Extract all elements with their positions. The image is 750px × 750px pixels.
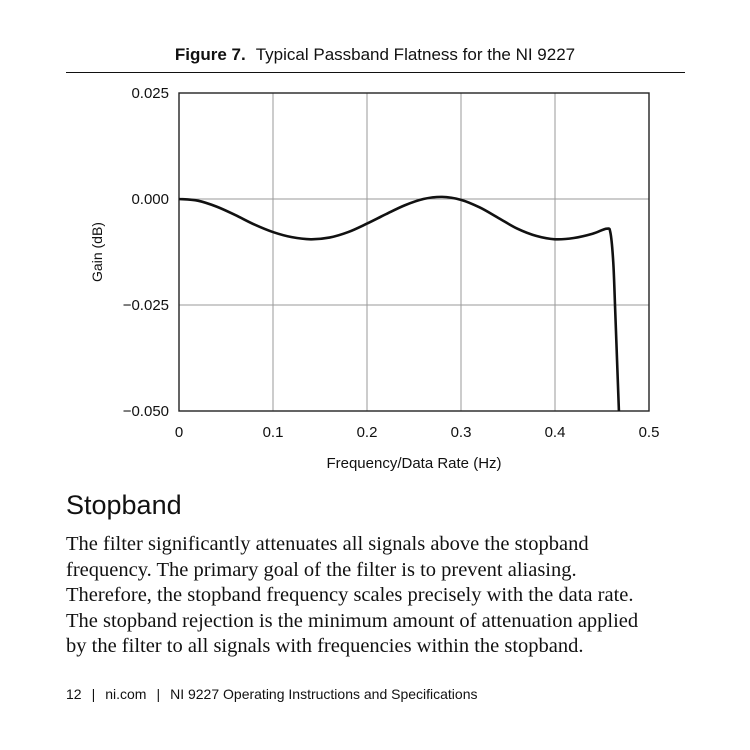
section-body: [66, 532, 696, 660]
x-axis-label: Frequency/Data Rate (Hz): [326, 455, 502, 472]
body-line: frequency. The primary goal of the filter is to prevent aliasing.: [66, 558, 577, 581]
footer-separator: |: [156, 686, 161, 702]
x-tick-label: 0.3: [450, 424, 472, 441]
y-tick-label: 0.025: [131, 85, 169, 102]
x-tick-labels: [175, 424, 660, 441]
y-tick-label: −0.050: [122, 403, 169, 420]
page-number: 12: [66, 686, 82, 702]
chart-grid: [179, 93, 649, 411]
section-heading: Stopband: [66, 490, 182, 520]
x-tick-label: 0.1: [262, 424, 284, 441]
body-line: The filter significantly attenuates all signals above the stopband: [66, 533, 589, 555]
figure-number: Figure 7.: [174, 45, 246, 64]
y-tick-label: 0.000: [131, 191, 169, 208]
y-axis-label: Gain (dB): [89, 222, 105, 282]
y-tick-labels: [123, 85, 169, 420]
figure-caption-text: Typical Passband Flatness for the NI 9227: [255, 45, 576, 64]
footer-site: ni.com: [105, 686, 147, 702]
page-footer: [66, 686, 478, 702]
footer-doc-title: NI 9227 Operating Instructions and Specifications: [170, 686, 478, 702]
x-tick-label: 0: [174, 424, 184, 441]
gain-curve: [179, 197, 619, 411]
x-tick-label: 0.4: [544, 424, 566, 441]
x-tick-label: 0.5: [638, 424, 660, 441]
x-tick-label: 0.2: [356, 424, 378, 441]
footer-separator: |: [91, 686, 96, 702]
body-line: The stopband rejection is the minimum amount of attenuation applied: [66, 609, 639, 632]
body-line: by the filter to all signals with frequencies within the stopband.: [66, 635, 584, 658]
body-line: Therefore, the stopband frequency scales precisely with the data rate.: [66, 584, 634, 607]
plot-frame: [179, 93, 649, 411]
y-tick-label: −0.025: [122, 297, 169, 314]
